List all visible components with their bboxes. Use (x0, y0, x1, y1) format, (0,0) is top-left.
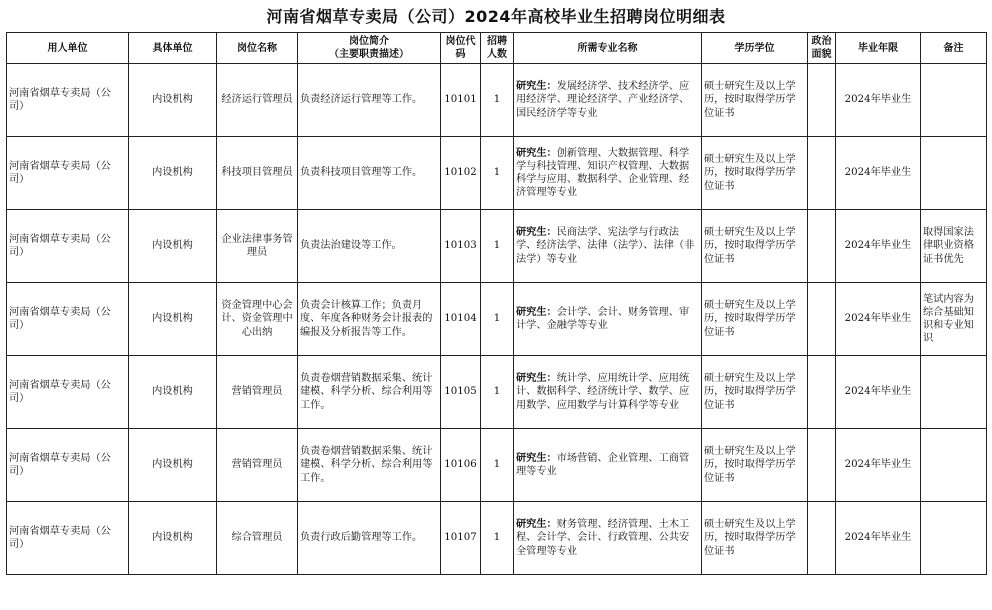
table-row (7, 64, 987, 137)
header-row (7, 33, 987, 64)
cell-note: 取得国家法律职业资格证书优先 (921, 210, 987, 283)
cell-note: 笔试内容为综合基础知识和专业知识 (921, 283, 987, 356)
major-lead: 研究生： (516, 306, 557, 318)
cell-intro: 负责行政后勤管理等工作。 (298, 502, 441, 575)
major-text: 创新管理、大数据管理、科学学与科技管理、知识产权管理、大数据科学与应用、数据科学、企业管理、经济管理等专业 (516, 147, 690, 199)
cell-code: 10107 (441, 502, 481, 575)
table-row (7, 283, 987, 356)
cell-note (921, 502, 987, 575)
cell-degree: 硕士研究生及以上学历，按时取得学历学位证书 (702, 210, 808, 283)
major-text: 会计学、会计、财务管理、审计学、金融学等专业 (516, 306, 690, 331)
cell-unit: 河南省烟草专卖局（公司） (7, 356, 129, 429)
header-unit: 用人单位 (7, 33, 129, 64)
cell-major (514, 64, 702, 137)
cell-politics (808, 210, 836, 283)
cell-position: 营销管理员 (217, 356, 298, 429)
cell-grad-year: 2024年毕业生 (836, 137, 921, 210)
cell-degree: 硕士研究生及以上学历，按时取得学历学位证书 (702, 137, 808, 210)
table-row (7, 210, 987, 283)
header-dept: 具体单位 (129, 33, 217, 64)
cell-position: 企业法律事务管理员 (217, 210, 298, 283)
cell-count: 1 (481, 64, 514, 137)
header-major: 所需专业名称 (514, 33, 702, 64)
header-politics: 政治面貌 (808, 33, 836, 64)
major-text: 市场营销、企业管理、工商管理等专业 (516, 452, 690, 477)
header-count: 招聘人数 (481, 33, 514, 64)
cell-code: 10102 (441, 137, 481, 210)
major-text: 发展经济学、技术经济学、应用经济学、理论经济学、产业经济学、国民经济学等专业 (516, 81, 690, 119)
cell-code: 10105 (441, 356, 481, 429)
cell-note (921, 64, 987, 137)
cell-dept: 内设机构 (129, 137, 217, 210)
cell-note (921, 137, 987, 210)
cell-code: 10106 (441, 429, 481, 502)
major-text: 民商法学、宪法学与行政法学、经济法学、法律（法学）、法律（非法学）等专业 (516, 227, 695, 265)
header-grad-year: 毕业年限 (836, 33, 921, 64)
table-body (7, 64, 987, 575)
cell-politics (808, 283, 836, 356)
cell-count: 1 (481, 502, 514, 575)
cell-grad-year: 2024年毕业生 (836, 283, 921, 356)
major-lead: 研究生： (516, 519, 557, 531)
major-lead: 研究生： (516, 452, 557, 464)
cell-code: 10104 (441, 283, 481, 356)
cell-intro: 负责会计核算工作；负责月度、年度各种财务会计报表的编报及分析报告等工作。 (298, 283, 441, 356)
cell-count: 1 (481, 210, 514, 283)
major-lead: 研究生： (516, 147, 557, 159)
cell-position: 科技项目管理员 (217, 137, 298, 210)
cell-intro: 负责经济运行管理等工作。 (298, 64, 441, 137)
cell-count: 1 (481, 356, 514, 429)
cell-code: 10101 (441, 64, 481, 137)
table-row (7, 502, 987, 575)
cell-unit: 河南省烟草专卖局（公司） (7, 502, 129, 575)
cell-unit: 河南省烟草专卖局（公司） (7, 210, 129, 283)
major-text: 统计学、应用统计学、应用统计、数据科学、经济统计学、数学、应用数学、应用数学与计算科学等专业 (516, 373, 690, 411)
cell-position: 经济运行管理员 (217, 64, 298, 137)
cell-grad-year: 2024年毕业生 (836, 429, 921, 502)
cell-politics (808, 429, 836, 502)
header-code: 岗位代码 (441, 33, 481, 64)
cell-grad-year: 2024年毕业生 (836, 502, 921, 575)
cell-grad-year: 2024年毕业生 (836, 64, 921, 137)
cell-politics (808, 137, 836, 210)
cell-major (514, 502, 702, 575)
cell-degree: 硕士研究生及以上学历，按时取得学历学位证书 (702, 64, 808, 137)
cell-count: 1 (481, 283, 514, 356)
header-position: 岗位名称 (217, 33, 298, 64)
cell-code: 10103 (441, 210, 481, 283)
cell-major (514, 283, 702, 356)
cell-intro: 负责法治建设等工作。 (298, 210, 441, 283)
cell-position: 综合管理员 (217, 502, 298, 575)
cell-major (514, 210, 702, 283)
cell-major (514, 356, 702, 429)
cell-count: 1 (481, 429, 514, 502)
cell-dept: 内设机构 (129, 64, 217, 137)
cell-intro: 负责卷烟营销数据采集、统计建模、科学分析、综合利用等工作。 (298, 356, 441, 429)
cell-intro: 负责科技项目管理等工作。 (298, 137, 441, 210)
table-row (7, 429, 987, 502)
cell-degree: 硕士研究生及以上学历，按时取得学历学位证书 (702, 356, 808, 429)
cell-dept: 内设机构 (129, 356, 217, 429)
cell-unit: 河南省烟草专卖局（公司） (7, 137, 129, 210)
cell-politics (808, 502, 836, 575)
header-intro-sub: （主要职责描述） (329, 49, 409, 60)
header-intro (298, 33, 441, 64)
job-table (6, 32, 987, 575)
cell-major (514, 429, 702, 502)
cell-dept: 内设机构 (129, 502, 217, 575)
cell-grad-year: 2024年毕业生 (836, 210, 921, 283)
cell-note (921, 429, 987, 502)
cell-degree: 硕士研究生及以上学历，按时取得学历学位证书 (702, 283, 808, 356)
cell-note (921, 356, 987, 429)
cell-dept: 内设机构 (129, 429, 217, 502)
header-intro-main: 岗位简介 (349, 36, 389, 47)
major-lead: 研究生： (516, 227, 557, 239)
cell-unit: 河南省烟草专卖局（公司） (7, 64, 129, 137)
table-row (7, 356, 987, 429)
cell-position: 营销管理员 (217, 429, 298, 502)
cell-degree: 硕士研究生及以上学历，按时取得学历学位证书 (702, 429, 808, 502)
cell-position: 资金管理中心会计、资金管理中心出纳 (217, 283, 298, 356)
cell-politics (808, 356, 836, 429)
cell-dept: 内设机构 (129, 283, 217, 356)
cell-unit: 河南省烟草专卖局（公司） (7, 429, 129, 502)
cell-unit: 河南省烟草专卖局（公司） (7, 283, 129, 356)
cell-count: 1 (481, 137, 514, 210)
cell-degree: 硕士研究生及以上学历，按时取得学历学位证书 (702, 502, 808, 575)
major-lead: 研究生： (516, 81, 557, 93)
table-row (7, 137, 987, 210)
cell-politics (808, 64, 836, 137)
cell-dept: 内设机构 (129, 210, 217, 283)
cell-major (514, 137, 702, 210)
document-title: 河南省烟草专卖局（公司）2024年高校毕业生招聘岗位明细表 (266, 7, 726, 26)
cell-intro: 负责卷烟营销数据采集、统计建模、科学分析、综合利用等工作。 (298, 429, 441, 502)
header-degree: 学历学位 (702, 33, 808, 64)
major-lead: 研究生： (516, 373, 557, 385)
header-note: 备注 (921, 33, 987, 64)
major-text: 财务管理、经济管理、土木工程、会计学、会计、行政管理、公共安全管理等专业 (516, 519, 690, 557)
cell-grad-year: 2024年毕业生 (836, 356, 921, 429)
